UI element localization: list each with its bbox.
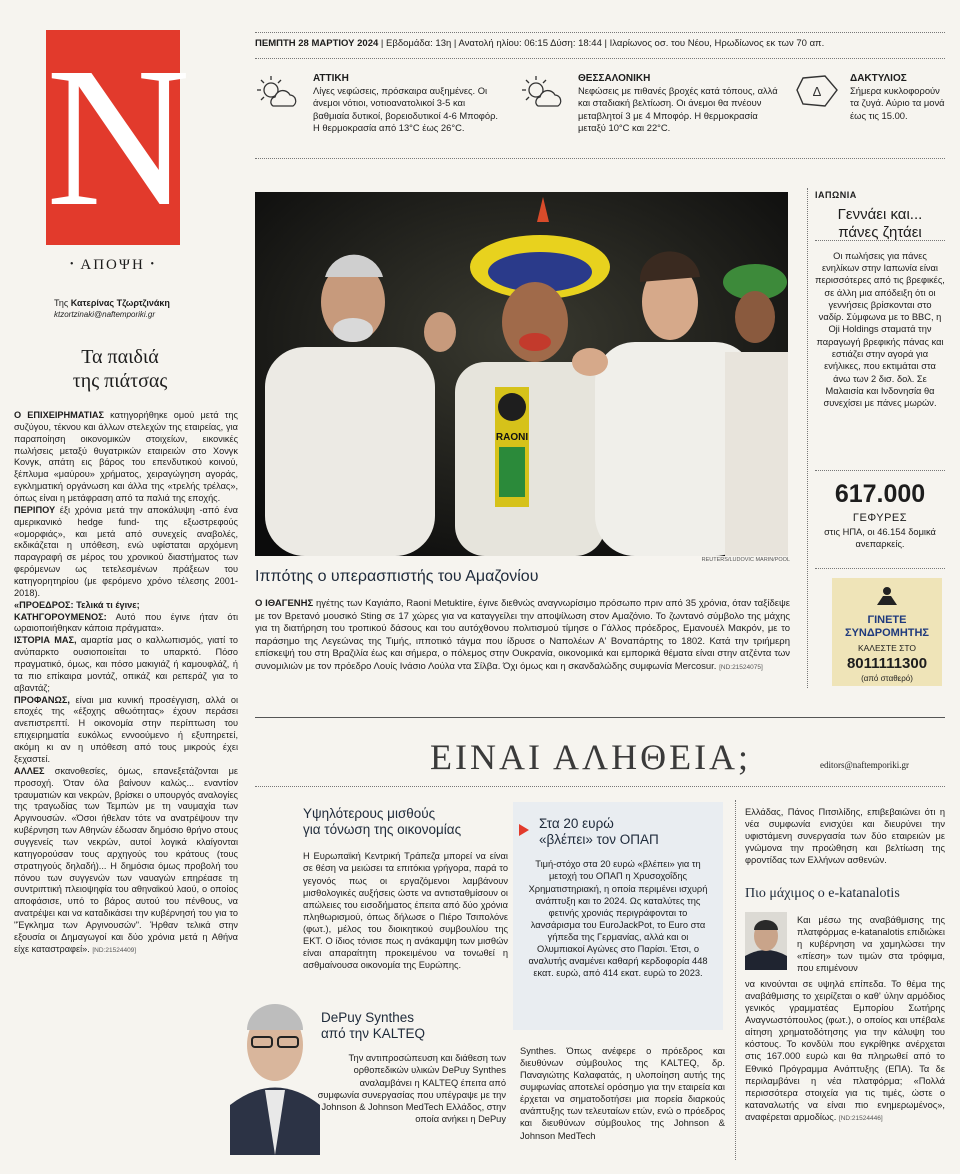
opap-title: Στα 20 ευρώ «βλέπει» τον ΟΠΑΠ bbox=[539, 816, 659, 848]
portrait-photo-small bbox=[745, 912, 787, 970]
top-rule bbox=[255, 32, 945, 33]
section-rule-bottom bbox=[255, 786, 945, 787]
partly-cloudy-icon bbox=[255, 74, 299, 114]
subscribe-phone[interactable]: 8011111300 bbox=[846, 655, 928, 673]
subscribe-box[interactable]: ΓΙΝΕΤΕ ΣΥΝΔΡΟΜΗΤΗΣ ΚΑΛΕΣΤΕ ΣΤΟ 8011111300 (από σταθερό) bbox=[832, 578, 942, 686]
opinion-title: Τα παιδιά της πιάτσας bbox=[72, 346, 168, 392]
necklace-label: RAONI bbox=[495, 432, 529, 443]
stat-sub: στις ΗΠΑ, οι 46.154 δομικά ανεπαρκείς. bbox=[824, 526, 936, 549]
wages-title: Υψηλότερους μισθούς για τόνωση της οικονομίας bbox=[303, 806, 462, 838]
photo-credit: REUTERS/LUDOVIC MARIN/POOL bbox=[701, 557, 790, 563]
japan-title: Γεννάει και... πάνες ζητάει bbox=[837, 205, 923, 241]
weather-rule bbox=[255, 158, 945, 159]
ekat-body: να κινούνται σε υψηλά επίπεδα. Το θέμα της αναβάθμισης το χειρίζεται ο καθ' ύλην αρμόδιος γενικός γραμματέας Εμπορίου Σωτήρης Αναγνωστόπουλος (φωτ.), ο οποίος και υπέβαλε αίτηση χρηματοδότησης για την κάλυψη του κόστους. Το κονδύλι που εγκρίθηκε ανέρχεται στις 167.000 ευρώ και θα πληρωθεί από το Εθνικό Πρόγραμμα Ανάπτυξης (ΕΠΑ). Τα δε περιλαμβάνει η νέα πλατφόρμα; «Πολλά περισσότερα στοιχεία για τις τιμές, ώστε ο καταναλωτής να είναι πιο ενημερωμένος», αναφέρεται αρμοδίως. [ND:21524446] bbox=[745, 979, 945, 1122]
ekat-title-wrap bbox=[745, 886, 945, 903]
portrait-photo bbox=[230, 975, 320, 1155]
stat-label: ΓΕΦΥΡΕΣ bbox=[852, 512, 908, 524]
wages-article: Υψηλότερους μισθούς για τόνωση της οικονομίας Η Ευρωπαϊκή Κεντρική Τράπεζα μπορεί να είναι σε θέση να μειώσει τα επιτόκια γρήγορα, παρά το γεγονός πως οι εργαζόμενοι λαμβάνουν μισθολογικές αυξήσεις ώστε να αντισταθμίσουν οι απώλειες του εισοδήματος έπειτα από δύο χρόνια πληθωρισμού, όπως δήλωσε ο Πιέρο Τσιπολόνε (φωτ.), μέλος του διοικητικού συμβουλίου της ΕΚΤ. Ο ίδιος τόνισε πως η ανάκαμψη των μισθών είναι απαραίτητη προκειμένου να τονωθεί η ασθμαίνουσα οικονομία της Ευρώπης. bbox=[303, 806, 508, 971]
column-divider bbox=[807, 188, 808, 688]
svg-text:Δ: Δ bbox=[812, 84, 822, 99]
date-rule bbox=[255, 58, 945, 59]
newspaper-logo bbox=[46, 27, 191, 248]
section-email[interactable]: editors@naftemporiki.gr bbox=[820, 760, 910, 770]
date-row: ΠΕΜΠΤΗ 28 ΜΑΡΤΙΟΥ 2024 | Εβδομάδα: 13η | Ανατολή ηλίου: 06:15 Δύση: 18:44 | Ιλαρίωνος οσ. του Νέου, Ηρωδίωνος εκ των 70 απ. bbox=[255, 38, 825, 49]
japan-rule bbox=[815, 240, 945, 241]
depuy-continued: Synthes. Όπως ανέφερε ο πρόεδρος και διευθύνων σύμβουλος της KALTEQ, δρ. Παναγιώτης Καλαφατάς, η υλοποίηση αυτής της συμφωνίας αποτελεί ορόσημο για την εταιρεία και έρχεται να σηματοδοτήσει μια πορεία διαρκούς ανάπτυξης των τελευταίων ετών, ενώ ο πρόεδρος και διευθύνων σύμβουλος της Johnson & Johnson MedTech bbox=[520, 1046, 725, 1141]
main-photo bbox=[255, 192, 788, 556]
opinion-body: Ο ΕΠΙΧΕΙΡΗΜΑΤΙΑΣ κατηγορήθηκε ομού μετά της συζύγου, τέκνου και άλλων στελεχών της εταιρείας, για παραποίηση οικονομικών στοιχείων, εικονικές πωλήσεις μεταξύ θυγατρικών εταιρειών στο Χονγκ Κονγκ, απάτη εις βάρος του επενδυτικού κοινού, ξέπλυμα «μαύρου» χρήματος, χειραγώγηση αγοράς, εγκληματική οργάνωση και άλλα της «τρελής τρέλας», όπως είναι η μετάφραση από τα παλιά της εποχής. ΠΕΡΙΠΟΥ έξι χρόνια μετά την αποκάλυψη -από ένα αμερικανικό hedge fund- της εξωστρεφούς «ομορφιάς», και μετά από συνεχείς αναβολές, εκδικάζεται η υπόθεση, ενώ υφίσταται αρχόμενη παραγραφή σε μέρος του χρονικού διαστήματος των φερόμενων ως τετελεσμένων πράξεων του κατηγορητηρίου (με φερόμενο χρόνο τέλεσης 2001-2018). «ΠΡΟΕΔΡΟΣ: Τελικά τι έγινε; ΚΑΤΗΓΟΡΟΥΜΕΝΟΣ: Αυτό που έγινε ήταν ότι ωραιοποιήθηκαν κάποια πράγματα». ΙΣΤΟΡΙΑ ΜΑΣ, αμαρτία μας ο καλλωπισμός, γιατί το ανύπαρκτο ουσιοποιείται το υπαρκτό. Πόσο πραγματικό, όμως, και πόσο μακιγιάζ ή καμουφλάζ, ή τα πιο επίκαιρα μοντάζ, οπικάζ και ρεπεράζ για το αβαντάζ; ΠΡΟΦΑΝΩΣ, είναι μια κυνική προσέγγιση, αλλά οι εποχές της «έξοχης αθωότητας» έχουν περάσει ανεπιστρεπτί. Η οικονομία στην περίπτωση του επιχειρηματία ευκόλως εννοούμενο ή εξυπηρετεί, ακόμη κι αν η υπόθεση από τους μικρούς έχει ξεχαστεί. ΑΛΛΕΣ σκανοθεσίες, όμως, επανεξετάζονται με προσοχή. Όταν όλα βαίνουν καλώς... εναντίον τραυματιών και νεκρών, βρίσκει ο υπουργός αναλογίες της τραγωδίας των Τεμπών με τη ναυμαχία των Αργινουσών. «Όσοι ήθελαν τότε να ανατρέψουν την κυβέρνηση των Αθηνών έδωσαν δημόσιο θρήνο στους συγγενείς των νεκρών, αυτοί λογικά κλαίγονται κατηγορούσαν τους αρχηγούς του κράτους (τους στρατηγούς δηλαδή)... Η δημόσια όμως προβολή του πόνου των συγγενών των ναυαγών επηρέασε τη συντριπτική πλειοψηφία του αθηναϊκού λαού, ο οποίος αποφάσισε, υπό το βάρος αυτού του πένθους, να ανατρέψει και να καταδικάσει την κυβέρνησή του για το "Έγκλημα των Αργινουσών". Ήρθαν τελικά στην εξουσία οι Δημαγωγοί και δύο χρόνια μετά η Αθήνα είχε καταστραφεί». [ND:21524409] bbox=[14, 410, 239, 954]
author-byline: Της Κατερίνας Τζωρτζινάκη ktzortzinaki@naftemporiki.gr bbox=[54, 298, 184, 320]
arrow-icon bbox=[519, 824, 529, 836]
author-email[interactable]: ktzortzinaki@naftemporiki.gr bbox=[54, 309, 156, 319]
traffic-ring-icon bbox=[795, 74, 839, 110]
section-rule-top bbox=[255, 717, 945, 718]
opap-box: Στα 20 ευρώ «βλέπει» τον ΟΠΑΠ Τιμή-στόχο στα 20 ευρώ «βλέπει» για τη μετοχή του ΟΠΑΠ η Χρυσοχοΐδης Χρηματιστηριακή, η οποία περιμένει ισχυρή ανάπτυξη και το 2024. Ως καταλύτες της φετινής χρονιάς περιγράφονται το λανσάρισμα του EuroJackPot, το Euro στα γήπεδα της Γερμανίας, αλλά και οι Ολυμπιακοί Αγώνες στο Παρίσι. Έτσι, ο αναλυτής αναμένει καθαρή κερδοφορία 448 εκατ. ευρώ, από 414 εκατ. ευρώ το 2023. bbox=[513, 802, 723, 1030]
reader-icon bbox=[874, 586, 900, 606]
leaders-photo-illustration bbox=[255, 192, 788, 556]
depuy-continued-2: Ελλάδας, Πάνος Πιτσιλίδης, επιβεβαιώνει ότι η νέα συμφωνία ενισχύει και διευρύνει την υφιστάμενη συνεργασία των δύο εταιρειών με γνώμονα την προώθηση και βελτίωση της φροντίδας των Ελλήνων ασθενών. bbox=[745, 807, 945, 866]
main-headline: Ιππότης ο υπερασπιστής του Αμαζονίου bbox=[255, 568, 539, 585]
section-label-opinion: • ΑΠΟΨΗ • bbox=[69, 257, 157, 273]
stat-number: 617.000 bbox=[834, 480, 926, 508]
depuy-article: DePuy Synthes από την KALTEQ Την αντιπροσώπευση και διάθεση των ορθοπεδικών υλικών DePuy Synthes αναλαμβάνει η KALTEQ έπειτα από συμφωνία συνεργασίας που υπέγραψε με την Johnson & Johnson MedTech Ελλάδος, στην οποία ανήκει η DePuy bbox=[317, 1010, 506, 1124]
subscribe-rule bbox=[815, 568, 945, 569]
section-title: ΕΙΝΑΙ ΑΛΗΘΕΙΑ; bbox=[430, 737, 752, 777]
logo-letter: N bbox=[46, 27, 191, 248]
stat-box bbox=[815, 478, 945, 550]
ekat-title: Πιο μάχιμος ο e-katanalotis bbox=[745, 886, 900, 901]
japan-brief: ΙΑΠΩΝΙΑ Γεννάει και... πάνες ζητάει Οι πωλήσεις για πάνες ενηλίκων στην Ιαπωνία είναι περισσότερες από τις βρεφικές, σε άλλη μια απόδειξη ότι οι γεννήσεις βρίσκονται στο ναδίρ. Σύμφωνα με το BBC, η Oji Holdings σταματά την παραγωγή βρεφικής πάνας και εστιάζει στην αγορά για ενήλικες, που εκτιμάται στα άνω των 2 δισ. δολ. Σε Μαλαισία και Ινδονησία θα συνεχίσει με πάνες μωρών. bbox=[815, 190, 945, 409]
main-article-body: Ο ΙΘΑΓΕΝΗΣ ηγέτης των Καγιάπο, Raoni Metuktire, έγινε διεθνώς αναγνωρίσιμο πρόσωπο πριν από 35 χρόνια, όταν ταξίδεψε με τον Βρετανό μουσικό Sting σε 17 χώρες για να καταγγείλει την αποψίλωση στον Αμαζόνιο. Το ζωντανό σύμβολο της μάχης για τη διατήρηση του τροπικού δάσους και του αυτόχθονου πολιτισμού τίμησε ο Γάλλος πρόεδρος, Εμανουέλ Μακρόν, με το παράσημο της Λεγεώνας της Τιμής, ιπποτικό τάγμα που ίδρυσε ο Ναπολέων Α' Βοναπάρτης το 1802. Κατά την τριήμερη επίσκεψή του στη Βραζιλία έως και σήμερα, ο πόλεμος στην Ουκρανία, οικονομικά και εμπορικά θέματα είναι στην ατζέντα των συνομιλιών με τον πρόεδρο Λουίς Ινάσιο Λούλα ντα Σίλβα. Όχι όμως και η σκανδαλώδης συμφωνία Mercosur. [ND:21524075] bbox=[255, 598, 790, 672]
weather-strip: ΑΤΤΙΚΗ Λίγες νεφώσεις, πρόσκαιρα αυξημένες. Οι άνεμοι νότιοι, νοτιοανατολικοί 3-5 και βαθμιαία δυτικοί, βορειοδυτικοί 4-6 Μποφόρ. Η θερμοκρασία από 13°C έως 26°C. ΘΕΣΣΑΛΟΝΙΚΗ Νεφώσεις με πιθανές βροχές κατά τόπους, αλλά και σταδιακή βελτίωση. Οι άνεμοι θα πνέουν μεταβλητοί 3 με 4 Μποφόρ. Η θερμοκρασία μεταξύ 10°C και 22°C. Δ ΔΑΚΤΥΛΙΟΣ Σήμερα κυκλοφορούν τα ζυγά. Αύριο τα μονά έως τις 15.00. bbox=[255, 72, 945, 152]
depuy-title: DePuy Synthes από την KALTEQ bbox=[321, 1010, 425, 1042]
stat-rule bbox=[815, 470, 945, 471]
partly-cloudy-icon bbox=[520, 74, 564, 114]
lower-divider bbox=[735, 800, 736, 1160]
ekat-body-top: Και μέσω της αναβάθμισης της πλατφόρμας e-katanalotis επιδιώκει η κυβέρνηση να χαμηλώσει την «πίεση» των τιμών στα τρόφιμα, που επιμένουν bbox=[797, 915, 945, 974]
